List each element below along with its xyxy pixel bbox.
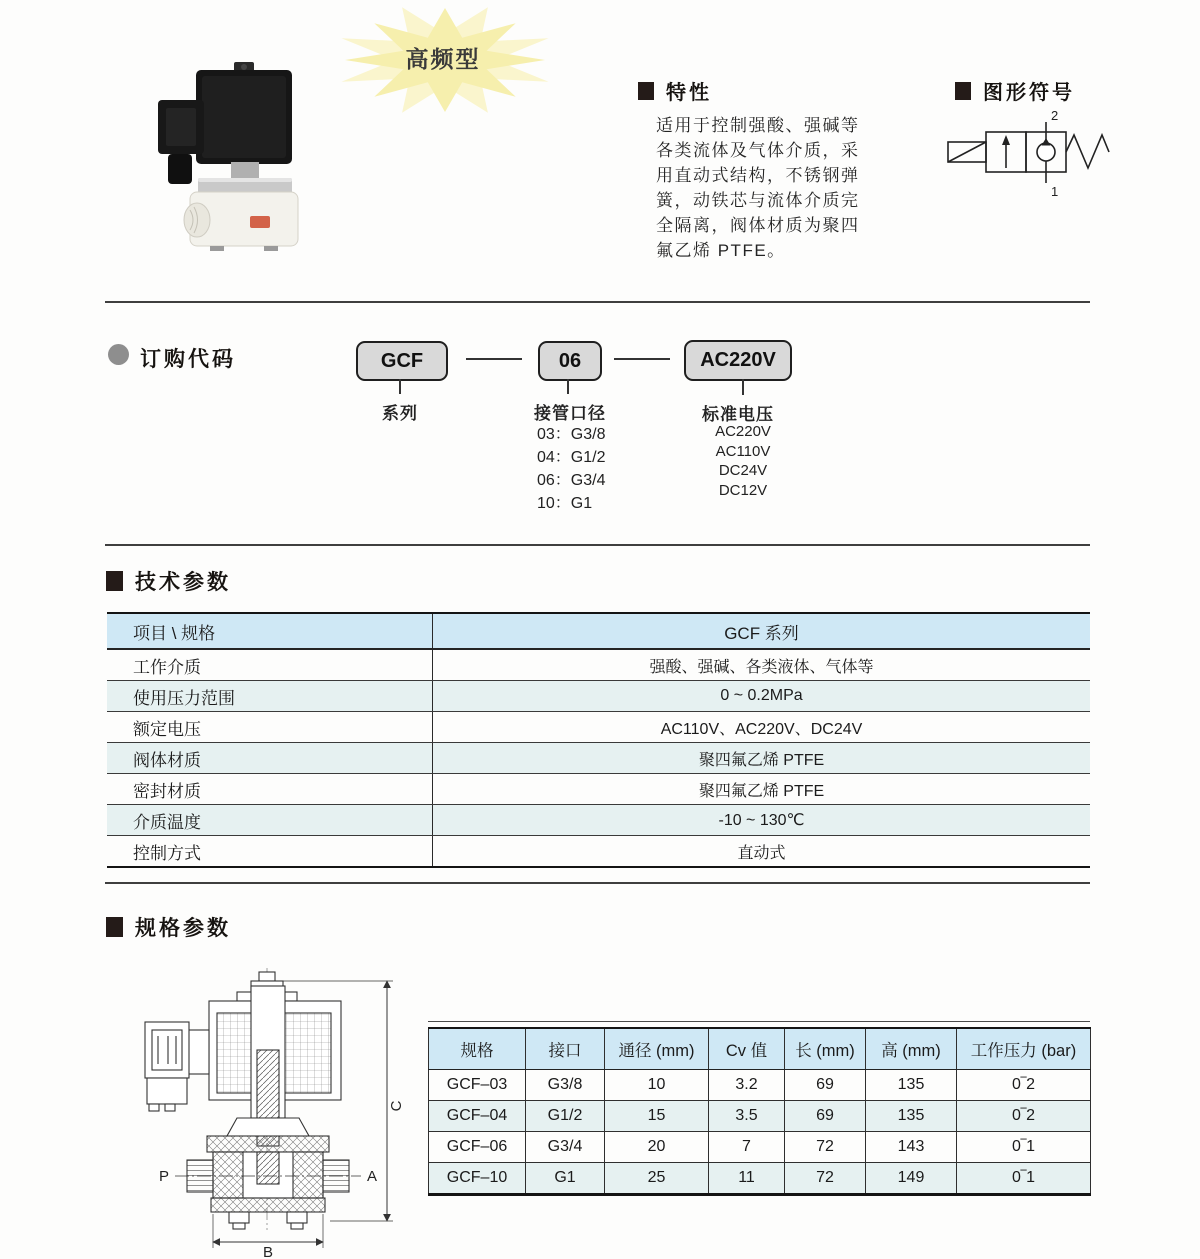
tech-row-label: 阀体材质 <box>107 743 433 774</box>
voltage-option: AC110V <box>715 442 771 460</box>
ordering-voltage-box: AC220V <box>684 340 792 381</box>
spec-cell: G3/8 <box>526 1070 605 1101</box>
tech-row-label: 工作介质 <box>107 649 433 681</box>
drawing-dim-height-label: C <box>388 1100 405 1112</box>
port-option: 10：G1 <box>537 495 593 512</box>
specs-header <box>106 912 231 942</box>
spec-cell: 0‾2 <box>957 1070 1091 1101</box>
spec-cell: 0‾1 <box>957 1132 1091 1163</box>
square-bullet-icon <box>106 917 123 937</box>
voltage-option: DC12V <box>718 481 768 499</box>
tech-row-value: 强酸、强碱、各类液体、气体等 <box>433 649 1091 681</box>
spec-cell: 149 <box>866 1163 957 1195</box>
drawing-port-right-label: A <box>367 1168 378 1185</box>
spec-col-header: 规格 <box>429 1028 526 1070</box>
table-row <box>107 712 1090 743</box>
tech-parameters-table <box>107 612 1090 868</box>
tech-header <box>106 566 231 596</box>
tech-row-value: AC110V、AC220V、DC24V <box>433 712 1091 743</box>
drawing-dim-width-label: B <box>262 1244 274 1258</box>
table-row <box>107 774 1090 805</box>
connector-line <box>614 358 670 360</box>
circle-bullet-icon <box>108 344 129 365</box>
divider <box>105 882 1090 884</box>
tech-row-label: 密封材质 <box>107 774 433 805</box>
spec-cell: GCF–03 <box>429 1070 526 1101</box>
series-label: 系列 <box>382 404 418 423</box>
tech-row-value: 聚四氟乙烯 PTFE <box>433 743 1091 774</box>
product-photo <box>152 60 302 252</box>
table-row <box>107 681 1090 712</box>
table-row <box>107 805 1090 836</box>
tech-row-value: 0 ~ 0.2MPa <box>433 681 1091 712</box>
features-line: 全隔离，阀体材质为聚四 <box>656 216 860 235</box>
ordering-series-box: GCF <box>356 341 448 381</box>
spec-col-header: 接口 <box>526 1028 605 1070</box>
specifications-table <box>428 1027 1091 1196</box>
tech-row-value: -10 ~ 130℃ <box>433 805 1091 836</box>
connector-line <box>466 358 522 360</box>
port-option: 04：G1/2 <box>537 449 606 466</box>
spec-cell: G3/4 <box>526 1132 605 1163</box>
spec-col-header: 长 (mm) <box>785 1028 866 1070</box>
connector-line <box>742 379 744 395</box>
spec-cell: 20 <box>605 1132 709 1163</box>
divider <box>105 544 1090 546</box>
features-line: 氟乙烯 PTFE。 <box>656 241 786 260</box>
table-row <box>107 743 1090 774</box>
spec-cell: 15 <box>605 1101 709 1132</box>
table-header-row <box>429 1028 1091 1070</box>
spec-cell: GCF–10 <box>429 1163 526 1195</box>
features-paragraph <box>656 113 860 263</box>
badge-text: 高频型 <box>405 46 481 72</box>
spec-cell: 0‾2 <box>957 1101 1091 1132</box>
spec-cell: 135 <box>866 1101 957 1132</box>
valve-symbol-diagram <box>938 108 1118 208</box>
ordering-title: 订购代码 <box>140 348 236 371</box>
spec-cell: 69 <box>785 1070 866 1101</box>
tech-row-value: 聚四氟乙烯 PTFE <box>433 774 1091 805</box>
spec-cell: G1/2 <box>526 1101 605 1132</box>
spec-cell: 10 <box>605 1070 709 1101</box>
port-option: 06：G3/4 <box>537 472 606 489</box>
table-row <box>429 1101 1091 1132</box>
spec-cell: 7 <box>709 1132 785 1163</box>
specs-title: 规格参数 <box>135 917 231 940</box>
tech-title: 技术参数 <box>135 571 231 594</box>
symbol-port-bottom-label: 1 <box>1051 184 1059 199</box>
symbol-header <box>955 76 1075 105</box>
features-line: 适用于控制强酸、强碱等 <box>656 116 860 135</box>
features-title: 特性 <box>666 82 712 104</box>
square-bullet-icon <box>955 82 971 100</box>
square-bullet-icon <box>106 571 123 591</box>
voltage-option: AC220V <box>715 423 771 440</box>
divider <box>105 301 1090 303</box>
table-row <box>429 1163 1091 1195</box>
spec-cell: G1 <box>526 1163 605 1195</box>
port-size-label: 接管口径 <box>534 404 606 423</box>
features-line: 簧，动铁芯与流体介质完 <box>656 191 860 210</box>
tech-row-label: 控制方式 <box>107 836 433 868</box>
tech-row-label: 项目 \ 规格 <box>107 613 433 649</box>
table-row <box>107 649 1090 681</box>
spec-cell: 25 <box>605 1163 709 1195</box>
tech-row-value: 直动式 <box>737 844 786 862</box>
tech-row-label: 额定电压 <box>107 712 433 743</box>
spec-cell: GCF–04 <box>429 1101 526 1132</box>
connector-line <box>399 379 401 394</box>
spec-cell: 3.2 <box>709 1070 785 1101</box>
tech-row-label: 介质温度 <box>107 805 433 836</box>
voltage-option: DC24V <box>718 462 768 479</box>
table-row <box>429 1132 1091 1163</box>
spec-table-topline <box>428 1021 1090 1022</box>
spec-cell: 3.5 <box>709 1101 785 1132</box>
symbol-title: 图形符号 <box>983 82 1075 104</box>
dimensional-drawing <box>125 958 425 1258</box>
spec-cell: 135 <box>866 1070 957 1101</box>
table-row <box>107 836 1090 868</box>
tech-row-label: 使用压力范围 <box>107 681 433 712</box>
voltage-label: 标准电压 <box>702 405 774 424</box>
spec-cell: 72 <box>785 1163 866 1195</box>
spec-col-header: 工作压力 (bar) <box>957 1028 1091 1070</box>
spec-col-header: Cv 值 <box>709 1028 785 1070</box>
spec-cell: 72 <box>785 1132 866 1163</box>
port-option: 03：G3/8 <box>537 426 606 443</box>
features-header <box>638 76 712 105</box>
tech-row-value: GCF 系列 <box>433 613 1091 649</box>
connector-line <box>567 379 569 394</box>
square-bullet-icon <box>638 82 654 100</box>
spec-col-header: 通径 (mm) <box>605 1028 709 1070</box>
drawing-port-left-label: P <box>158 1168 169 1185</box>
features-line: 用直动式结构，不锈钢弹 <box>656 166 860 185</box>
table-row <box>429 1070 1091 1101</box>
spec-cell: 0‾1 <box>957 1163 1091 1195</box>
spec-cell: 69 <box>785 1101 866 1132</box>
spec-cell: GCF–06 <box>429 1132 526 1163</box>
symbol-port-top-label: 2 <box>1051 108 1059 123</box>
spec-col-header: 高 (mm) <box>866 1028 957 1070</box>
features-line: 各类流体及气体介质，采 <box>656 141 860 160</box>
starburst-badge <box>330 2 560 120</box>
spec-cell: 143 <box>866 1132 957 1163</box>
voltage-options <box>700 422 786 500</box>
spec-cell: 11 <box>709 1163 785 1195</box>
port-size-options <box>537 423 606 515</box>
ordering-port-box: 06 <box>538 341 602 381</box>
table-row <box>107 613 1090 649</box>
